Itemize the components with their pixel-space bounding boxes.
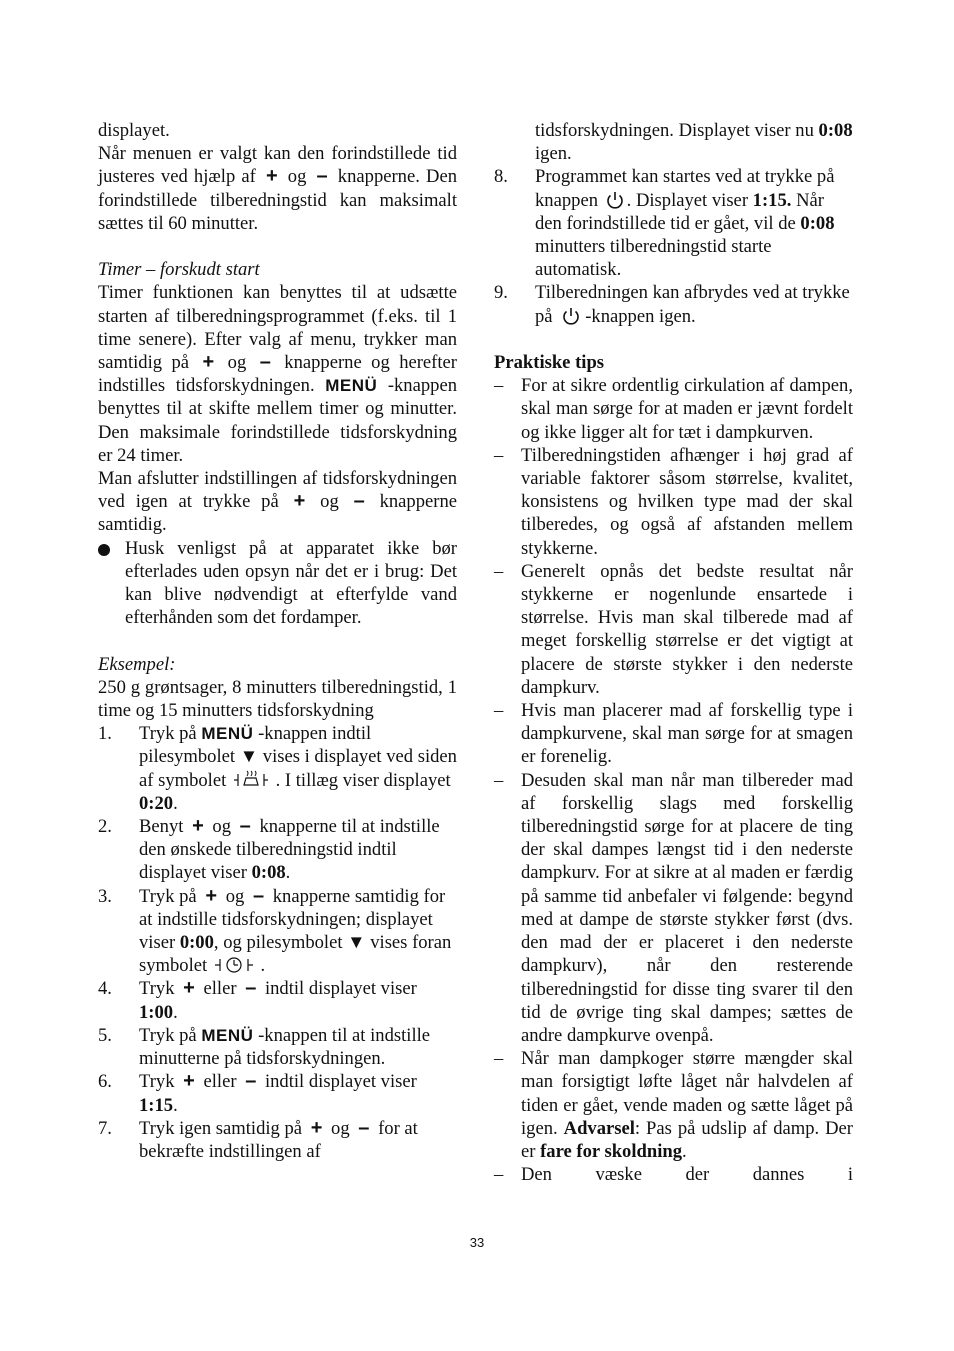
menu-button-label: MENÜ [325,376,378,396]
text: Tryk på [139,885,197,907]
left-column [98,119,457,1163]
tip-item [494,699,853,769]
text: Når den forindstillede tid er gået, vil de [535,189,824,234]
text: knapperne. Den forindstillede tilberedningstid kan maksimalt sættes til 60 minutter. [98,166,457,234]
power-icon [557,306,585,326]
step-3 [98,885,457,978]
text: eller [203,1071,237,1093]
minus-symbol: – [245,977,257,1000]
tip-text: Tilberedningstiden afhænger i høj grad af variable faktorer såsom størrelse, kvalitet, konsistens og hvilken type mad der skal tilberedes, og også af afstanden mellem stykkerne. [521,444,853,559]
plus-symbol: + [183,1070,195,1093]
warning-text: fare for skoldning [540,1140,682,1162]
display-value: 0:08 [251,862,286,884]
text: vises foran symbolet [139,932,452,977]
display-value: 1:00 [139,1001,174,1023]
tip-text: : Pas på udslip af damp. Der er [521,1117,853,1162]
timer-heading: Timer – forskudt start [98,259,260,281]
tip-text: Hvis man placerer mad af forskellig type i dampkurvene, skal man sørge for at smagen er forenelig. [521,700,853,768]
arrow-down-icon: ▼ [239,746,259,768]
dash: – [494,560,504,582]
steam-clock-icon [231,770,271,790]
text: . [173,792,178,814]
plus-symbol: + [183,977,195,1000]
tip-text: Den væske der dannes i [521,1164,853,1186]
plus-symbol: + [310,1116,323,1139]
example-paragraph: 250 g grøntsager, 8 minutters tilberedningstid, 1 time og 15 minutters tidsforskydning [98,676,457,722]
intro-paragraph [98,142,457,235]
minus-symbol: – [358,1116,370,1139]
text: indtil displayet viser [264,978,417,1000]
plus-symbol: + [202,351,215,374]
menu-button-label: MENÜ [201,1025,254,1045]
text: -knappen igen. [585,305,696,327]
example-heading: Eksempel: [98,653,176,675]
text: knapperne samtidig for at indstille tidsforskydningen; displayet viser [139,885,446,954]
text: Benyt [139,816,184,838]
tip-text: Når man dampkoger større mængder skal man forsigtigt løfte låget når halvdelen af tiden er gået, vende maden og sætte låget på igen. [521,1048,853,1139]
text: . I tillæg viser displayet [275,769,451,791]
text: og [287,166,307,188]
text: . [260,955,266,977]
text: Programmet kan startes ved at trykke på knappen [535,166,835,211]
text: knapperne og herefter indstilles tidsforskydningen. [98,352,457,397]
text: Når menuen er valgt kan den forindstillede tid justeres ved hjælp af [98,143,457,188]
text: og [331,1117,350,1139]
display-value: 0:08 [818,120,853,141]
finish-paragraph [98,467,457,537]
display-value: 0:00 [179,932,214,954]
timer-clock-icon [212,955,256,975]
text: . [285,862,291,884]
tip-item [494,769,853,1047]
tip-text: Generelt opnås det bedste resultat når stykkerne er nogenlunde ensartede i størrelse. Hvis man skal tilberede mad af meget forskellig størrelse er det vigtigt at placere de største stykker i den nederste dampkurv. [521,560,853,698]
text: Man afslutter indstillingen af tidsforskydningen ved igen at trykke på [98,468,457,513]
text: og [227,352,247,374]
warning-label: Advarsel [563,1117,635,1139]
step-2 [98,815,457,885]
step-1 [98,722,457,815]
plus-symbol: + [205,884,218,907]
dash: – [494,1048,504,1070]
display-value: 1:15. [752,189,792,211]
tip-item [494,374,853,444]
text: vises i displayet ved siden af symbolet [139,746,457,791]
text: og [225,885,245,907]
text: eller [203,978,237,1000]
step-number: 9. [494,282,508,304]
display-value: 1:15 [139,1094,174,1116]
text: . [173,1001,178,1023]
dash: – [494,769,504,791]
text: . Displayet viser [626,189,749,211]
bullet-text: Husk venligst på at apparatet ikke bør efterlades uden opsyn når det er i brug: Det kan blive nødvendigt at efterfylde vand efterhånden som det fordamper. [125,537,457,629]
step-number: 5. [98,1024,112,1046]
tip-text: For at sikre ordentlig cirkulation af dampen, skal man sørge for at maden er jævnt fordelt og ikke ligger alt for tæt i dampkurven. [521,375,853,443]
bullet-dot [98,544,110,556]
text: -knappen til at indstille minutterne på tidsforskydningen. [139,1024,431,1070]
minus-symbol: – [316,165,328,188]
text: , og pilesymbolet [213,932,343,954]
step-7-continued [494,119,853,165]
display-value: 0:08 [800,212,835,234]
text: knapperne til at indstille den ønskede tilberedningstid indtil displayet viser [139,816,440,884]
text: for at bekræfte indstillingen af [139,1117,418,1162]
tip-item [494,444,853,560]
tip-text: Desuden skal man når man tilbereder mad af forskellig slags med forskellig tilberedningstid sørge for at placere de ting der skal dampes længst tid i den nederste dampkurv. For at sikre at al maden er færdig på samme tid anbefaler vi følgende: begynd med at dampe de største stykker først (dvs. den mad der er placeret i den nederste dampkurv), når den resterende tilberedningstid for disse ting svarer til den tid de øvrige ting skal dampes; sættes de andre dampkurve ovenpå. [521,769,853,1046]
minus-symbol: – [239,815,251,838]
step-6 [98,1070,457,1116]
steps-list [98,722,457,1163]
tip-item [494,560,853,699]
step-number: 6. [98,1071,112,1093]
tip-text: . [682,1140,687,1162]
text: og [320,491,339,513]
display-value: 0:20 [139,792,174,814]
minus-symbol: – [259,351,271,374]
power-icon [603,190,627,210]
text: Tryk på [139,1024,197,1046]
step-7 [98,1117,457,1163]
intro-line: displayet. [98,120,170,141]
dash: – [494,700,504,722]
plus-symbol: + [293,490,306,513]
step-9 [494,281,853,327]
step-number: 4. [98,978,112,1000]
text: minutters tilberedningstid starte automatisk. [535,236,772,281]
text: indtil displayet viser [264,1071,417,1093]
text: Timer funktionen kan benyttes til at udsætte starten af tilberedningsprogrammet (f.eks. til 1 time senere). Efter valg af menu, trykker man samtidig på [98,282,457,374]
plus-symbol: + [192,815,204,838]
text: . [173,1094,178,1116]
step-8 [494,165,853,281]
step-number: 2. [98,816,112,838]
text: Tryk [139,1071,175,1093]
right-column [494,119,853,1186]
step-5 [98,1024,457,1070]
minus-symbol: – [252,884,265,907]
timer-paragraph [98,281,457,467]
tips-heading: Praktiske tips [494,352,605,374]
steps-list-continued [494,119,853,328]
minus-symbol: – [353,490,365,513]
dash: – [494,375,504,397]
tip-item [494,1047,853,1163]
text: Tryk på [139,723,197,745]
page-number: 33 [469,1235,485,1250]
text: Tryk [139,978,175,1000]
text: Tilberedningen kan afbrydes ved at trykke på [535,282,850,327]
text: igen. [535,143,572,165]
bullet-note [98,537,457,630]
menu-button-label: MENÜ [201,724,254,744]
step-number: 7. [98,1117,112,1139]
step-number: 3. [98,885,112,907]
text: tidsforskydningen. Displayet viser nu [535,120,814,141]
tip-item [494,1163,853,1186]
text: -knappen benyttes til at skifte mellem timer og minutter. Den maksimale forindstillede tidsforskydning er 24 timer. [98,375,457,466]
dash: – [494,444,504,466]
text: og [212,816,232,838]
text: -knappen indtil pilesymbolet [139,723,372,768]
step-4 [98,977,457,1023]
tips-list [494,374,853,1186]
minus-symbol: – [245,1070,257,1093]
text: Tryk igen samtidig på [139,1117,303,1139]
plus-symbol: + [265,165,278,188]
step-number: 8. [494,166,508,188]
dash: – [494,1164,504,1186]
arrow-down-icon: ▼ [347,932,366,954]
step-number: 1. [98,723,112,745]
text: knapperne samtidig. [98,491,458,536]
